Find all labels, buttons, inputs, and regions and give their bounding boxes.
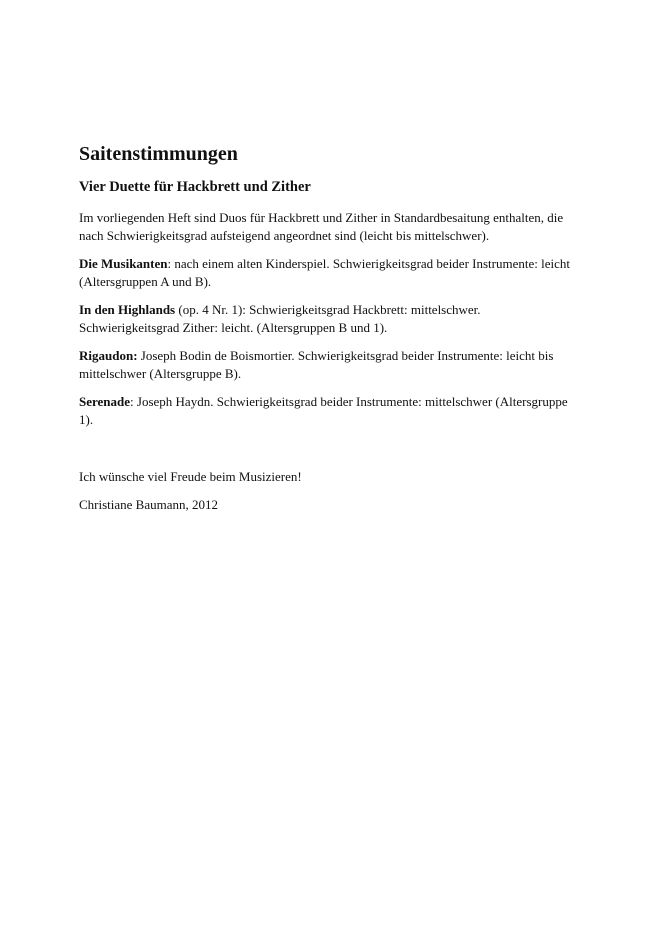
intro-paragraph: Im vorliegenden Heft sind Duos für Hackbrett und Zither in Standardbesaitung enthalten, die nach Schwierigkeitsgrad aufsteigend angeordnet sind (leicht bis mittelschwer). <box>79 210 564 243</box>
page-subtitle: Vier Duette für Hackbrett und Zither <box>79 179 311 195</box>
piece-title: Rigaudon: <box>79 348 138 363</box>
page-title: Saitenstimmungen <box>79 143 238 165</box>
piece-paragraph-musikanten <box>79 255 584 291</box>
document-body <box>79 142 584 524</box>
piece-description: : nach einem alten Kinderspiel. Schwierigkeitsgrad beider Instrumente: leicht (Altersgruppen A und B). <box>79 256 570 289</box>
closing-line: Ich wünsche viel Freude beim Musizieren! <box>79 469 302 484</box>
vertical-spacer <box>79 439 584 468</box>
piece-title: In den Highlands <box>79 302 176 317</box>
piece-description: (op. 4 Nr. 1): Schwierigkeitsgrad Hackbrett: mittelschwer. Schwierigkeitsgrad Zither: leicht. (Altersgruppen B und 1). <box>79 302 481 335</box>
piece-description: : Joseph Haydn. Schwierigkeitsgrad beider Instrumente: mittelschwer (Altersgruppe 1). <box>79 394 568 427</box>
piece-paragraph-serenade <box>79 393 584 429</box>
piece-paragraph-highlands <box>79 301 584 337</box>
piece-title: Serenade <box>79 394 131 409</box>
signature-line: Christiane Baumann, 2012 <box>79 497 219 512</box>
piece-description: Joseph Bodin de Boismortier. Schwierigkeitsgrad beider Instrumente: leicht bis mittelschwer (Altersgruppe B). <box>79 348 554 381</box>
piece-paragraph-rigaudon <box>79 347 584 383</box>
piece-title: Die Musikanten <box>79 256 168 271</box>
